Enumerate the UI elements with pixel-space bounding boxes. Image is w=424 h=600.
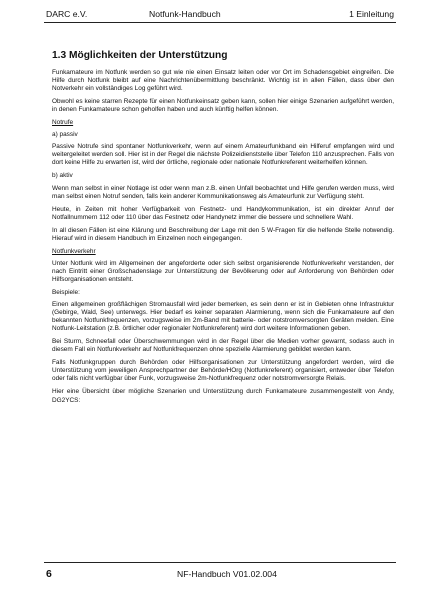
header-center: Notfunk-Handbuch [149, 9, 221, 19]
intro-paragraph-2: Obwohl es keine starren Rezepte für einen Notfunkeinsatz geben kann, sollen hier einige Szenarien aufgeführt werden, in denen Funkamateure schon geholfen haben und auch künftig helfen können. [52, 98, 394, 114]
page-footer [46, 568, 394, 582]
page-header [46, 9, 394, 23]
intro-paragraph-1: Funkamateure im Notfunk werden so gut wie nie einen Einsatz leiten oder vor Ort im Schadensgebiet eingreifen. Die Hilfe durch Notfunk bleibt auf eine Nachrichtenübermittlung beschränkt. Wichtig ist in allen Fällen, dass über den Notverkehr ein vollständiges Log geführt wird. [52, 69, 394, 93]
beispiel-paragraph-2: Bei Sturm, Schneefall oder Überschwemmungen wird in der Regel über die Medien vorher gewarnt, sodass auch in diesem Fall ein Notfunkverkehr auf Notfunkfrequenzen ohne spezielle Alarmierung gebildet werden kann. [52, 338, 394, 354]
notfunkverkehr-paragraph: Unter Notfunk wird im Allgemeinen der angeforderte oder sich selbst organisierende Notfunkverkehr verstanden, der nach Eintritt einer Großschadenslage zur Unterstützung der Bevölkerung oder auf Anforderung von Behörden oder Hilfsorganisationen entsteht. [52, 259, 394, 283]
aktiv-paragraph-3: In all diesen Fällen ist eine Klärung und Beschreibung der Lage mit den 5 W-Fragen für die helfende Stelle notwendig. Hierauf wird in diesem Handbuch im Einzelnen noch eingegangen. [52, 226, 394, 242]
header-right: 1 Einleitung [349, 9, 394, 19]
subheading-passiv: a) passiv [52, 131, 78, 139]
outro-paragraph: Hier eine Übersicht über mögliche Szenarien und Unterstützung durch Funkamateure zusammengestellt von Andy, DG2YCS: [52, 388, 394, 404]
beispiele-label: Beispiele: [52, 288, 80, 296]
aktiv-paragraph-1: Wenn man selbst in einer Notlage ist oder wenn man z.B. einen Unfall beobachtet und Hilfe gerufen werden muss, wird man selbst einen Notruf senden, falls kein anderer Kommunikationsweg als Amateurfunk zur Verfügung steht. [52, 184, 394, 200]
passiv-paragraph: Passive Notrufe sind spontaner Notfunkverkehr, wenn auf einem Amateurfunkband ein Hilferuf empfangen wird und weitergeleitet werden soll. Hier ist in der Regel die nächste Polizeidienststelle über Telefon 110 anzusprechen. Falls von dort keine Hilfe zu erwarten ist, wird der örtliche, regionale oder nationale Notfunkreferent weiterhelfen können. [52, 143, 394, 167]
notrufe-heading: Notrufe [52, 119, 74, 127]
footer-rule [44, 562, 396, 563]
beispiel-paragraph-1: Einen allgemeinen großflächigen Stromausfall wird jeder bemerken, es sein denn er ist in Gebieten ohne Infrastruktur (Gebirge, Wald, See) unterwegs. Hier bedarf es keiner separaten Alarmierung, wenn sich die Funkamateure auf den bekannten Notfunkfrequenzen, vorzugsweise im 2m-Band mit batterie- oder notstromversorgten Geräten melden. Eine Notfunk-Leitstation (z.B. örtlicher oder regionaler Notfunkreferent) wird dort weitere Informationen geben. [52, 301, 394, 333]
notfunkverkehr-heading: Notfunkverkehr [52, 247, 96, 255]
header-rule [44, 22, 396, 23]
page-content [52, 50, 394, 410]
page-number: 6 [46, 568, 52, 580]
header-left: DARC e.V. [46, 9, 88, 19]
aktiv-paragraph-2: Heute, in Zeiten mit hoher Verfügbarkeit von Festnetz- und Handykommunikation, ist ein direkter Anruf der Notfallnummern 112 oder 110 über das Festnetz oder Handynetz immer die bessere und schnellere Wahl. [52, 205, 394, 221]
footer-center: NF-Handbuch V01.02.004 [177, 569, 277, 579]
subheading-aktiv: b) aktiv [52, 172, 73, 180]
section-title: 1.3 Möglichkeiten der Unterstützung [52, 50, 228, 61]
beispiel-paragraph-3: Falls Notfunkgruppen durch Behörden oder Hilfsorganisationen zur Unterstützung angefordert werden, wird die Unterstützung vom jeweiligen Ansprechpartner der Behörde/HOrg (Notfunkreferent) organisiert, entweder über Telefon oder falls nicht verfügbar über Funk, vorzugsweise 2m-Notfunkfrequenz oder notstromversorgte Relais. [52, 359, 394, 383]
